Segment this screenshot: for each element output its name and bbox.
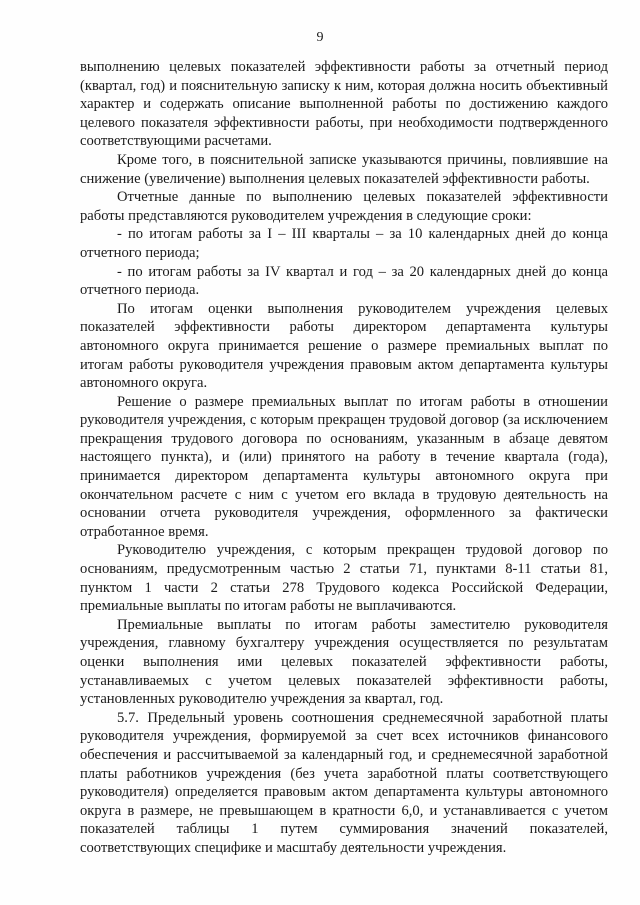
list-item-year-deadline: - по итогам работы за IV квартал и год – за 20 календарных дней до конца отчетного периода.: [80, 263, 608, 299]
paragraph-continuation: выполнению целевых показателей эффективности работы за отчетный период (квартал, год) и пояснительную записку к ним, которая должна носить объективный характер и содержать описание выполненной работы по достижению каждого целевого показателя эффективности работы, при необходимости подтвержденного соответствующими расчетами.: [80, 59, 608, 150]
paragraph-explanatory-note-reasons: Кроме того, в пояснительной записке указываются причины, повлиявшие на снижение (увеличение) выполнения целевых показателей эффективности работы.: [80, 151, 608, 187]
paragraph-deputy-bonus: Премиальные выплаты по итогам работы заместителю руководителя учреждения, главному бухгалтеру учреждения осуществляется по результатам оценки выполнения ими целевых показателей эффективности работы, устанавливаемых с учетом целевых показателей эффективности работы, установленных руководителю учреждения за квартал, год.: [80, 616, 608, 708]
document-body: [80, 58, 608, 858]
paragraph-bonus-decision: По итогам оценки выполнения руководителем учреждения целевых показателей эффективности работы директором департамента культуры автономного округа принимается решение о размере премиальных выплат по итогам работы руководителя учреждения правовым актом департамента культуры автономного округа.: [80, 300, 608, 392]
paragraph-reporting-deadlines: Отчетные данные по выполнению целевых показателей эффективности работы представляются руководителем учреждения в следующие сроки:: [80, 189, 608, 224]
paragraph-no-bonus-grounds: Руководителю учреждения, с которым прекращен трудовой договор по основаниям, предусмотренным частью 2 статьи 71, пунктами 8-11 статьи 81, пунктом 1 части 2 статьи 278 Трудового кодекса Российской Федерации, премиальные выплаты по итогам работы не выплачиваются.: [80, 542, 608, 615]
paragraph-bonus-on-termination: Решение о размере премиальных выплат по итогам работы в отношении руководителя учреждения, с которым прекращен трудовой договор (за исключением прекращения трудового договора по основаниям, указанным в абзаце девятом настоящего пункта), и (или) принятого на работу в течение квартала (года), принимается директором департамента культуры автономного округа при окончательном расчете с ним с учетом его вклада в трудовую деятельность на основании отчета руководителя учреждения, оформленного за фактически отработанное время.: [80, 393, 608, 540]
page-number: 9: [316, 30, 324, 45]
paragraph-section-5-7: 5.7. Предельный уровень соотношения среднемесячной заработной платы руководителя учреждения, формируемой за счет всех источников финансового обеспечения и рассчитываемой за календарный год, и среднемесячной заработной платы работников учреждения (без учета заработной платы соответствующего руководителя) определяется правовым актом департамента культуры автономного округа в размере, не превышающем в кратности 6,0, и устанавливается с учетом показателей таблицы 1 путем суммирования значений показателей, соответствующих специфике и масштабу деятельности учреждения.: [80, 709, 608, 856]
list-item-quarters-deadline: - по итогам работы за I – III кварталы – за 10 календарных дней до конца отчетного периода;: [80, 226, 608, 261]
